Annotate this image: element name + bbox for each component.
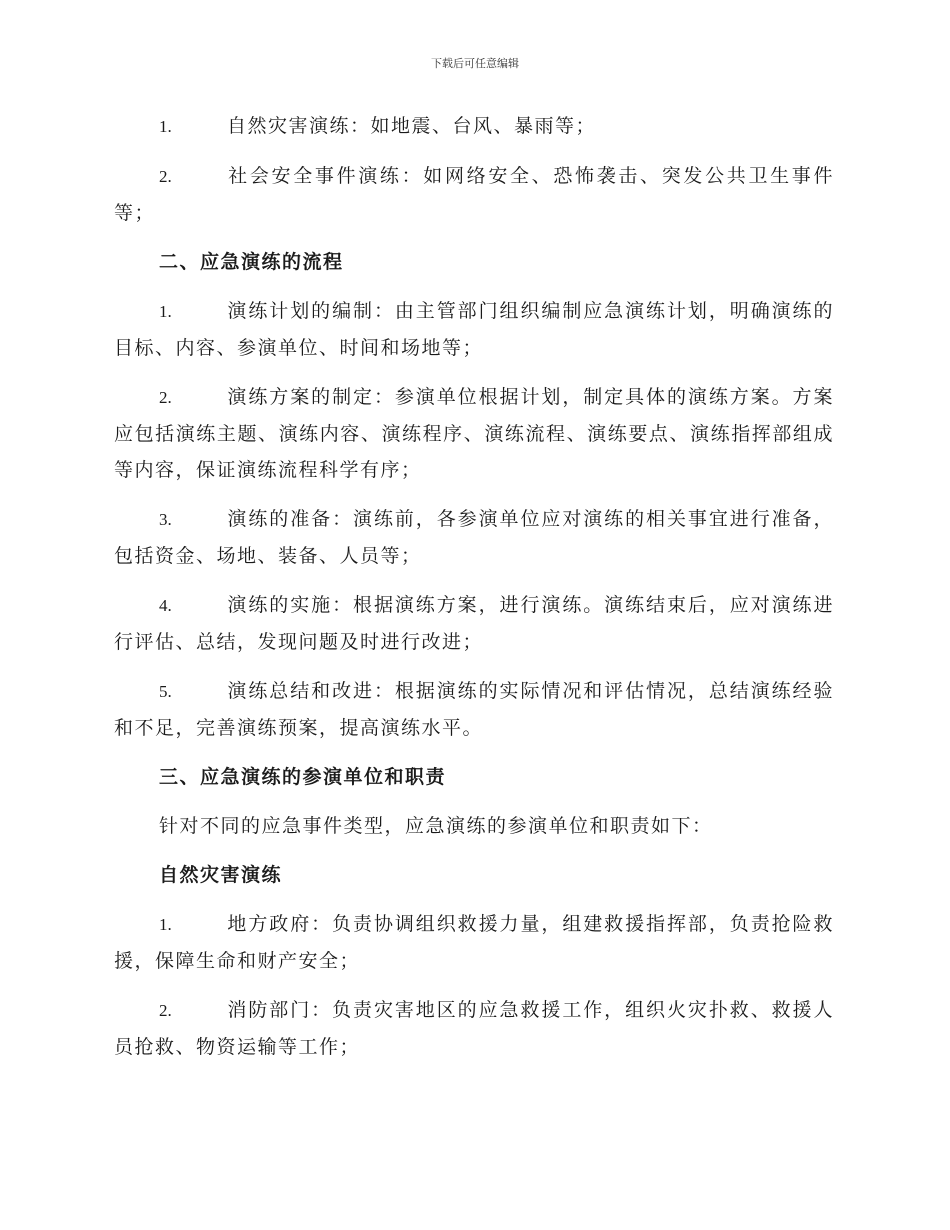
list-number: 3. bbox=[159, 510, 172, 529]
list-number: 4. bbox=[159, 596, 172, 615]
list-text: 演练的准备：演练前，各参演单位应对演练的相关事宜进行准备，包括资金、场地、装备、人员等； bbox=[114, 508, 834, 567]
list-text: 社会安全事件演练：如网络安全、恐怖袭击、突发公共卫生事件等； bbox=[114, 165, 834, 224]
document-body bbox=[114, 108, 834, 1078]
list-item bbox=[114, 992, 834, 1065]
list-item bbox=[114, 906, 834, 979]
list-item bbox=[114, 293, 834, 366]
page-header: 下载后可任意编辑 bbox=[431, 57, 519, 70]
list-item bbox=[114, 379, 834, 488]
list-text: 地方政府：负责协调组织救援力量，组建救援指挥部，负责抢险救援，保障生命和财产安全； bbox=[114, 913, 834, 972]
list-text: 演练方案的制定：参演单位根据计划，制定具体的演练方案。方案应包括演练主题、演练内容、演练程序、演练流程、演练要点、演练指挥部组成等内容，保证演练流程科学有序； bbox=[114, 386, 834, 481]
list-item bbox=[114, 673, 834, 746]
list-number: 1. bbox=[159, 915, 172, 934]
list-number: 1. bbox=[159, 117, 172, 136]
section-heading: 二、应急演练的流程 bbox=[159, 251, 344, 273]
list-item bbox=[114, 587, 834, 660]
list-number: 2. bbox=[159, 388, 172, 407]
subsection-heading: 自然灾害演练 bbox=[159, 864, 283, 886]
body-paragraph: 针对不同的应急事件类型，应急演练的参演单位和职责如下： bbox=[159, 815, 713, 837]
list-number: 1. bbox=[159, 302, 172, 321]
list-text: 演练的实施：根据演练方案，进行演练。演练结束后，应对演练进行评估、总结，发现问题及时进行改进； bbox=[114, 594, 834, 653]
list-number: 5. bbox=[159, 682, 172, 701]
list-number: 2. bbox=[159, 1001, 172, 1020]
section-heading: 三、应急演练的参演单位和职责 bbox=[159, 766, 447, 788]
list-text: 消防部门：负责灾害地区的应急救援工作，组织火灾扑救、救援人员抢救、物资运输等工作； bbox=[114, 999, 834, 1058]
list-text: 自然灾害演练：如地震、台风、暴雨等； bbox=[227, 115, 597, 137]
list-item bbox=[114, 108, 834, 145]
list-item bbox=[114, 158, 834, 231]
list-text: 演练总结和改进：根据演练的实际情况和评估情况，总结演练经验和不足，完善演练预案，提高演练水平。 bbox=[114, 680, 834, 739]
list-number: 2. bbox=[159, 167, 172, 186]
list-item bbox=[114, 501, 834, 574]
list-text: 演练计划的编制：由主管部门组织编制应急演练计划，明确演练的目标、内容、参演单位、时间和场地等； bbox=[114, 300, 834, 359]
